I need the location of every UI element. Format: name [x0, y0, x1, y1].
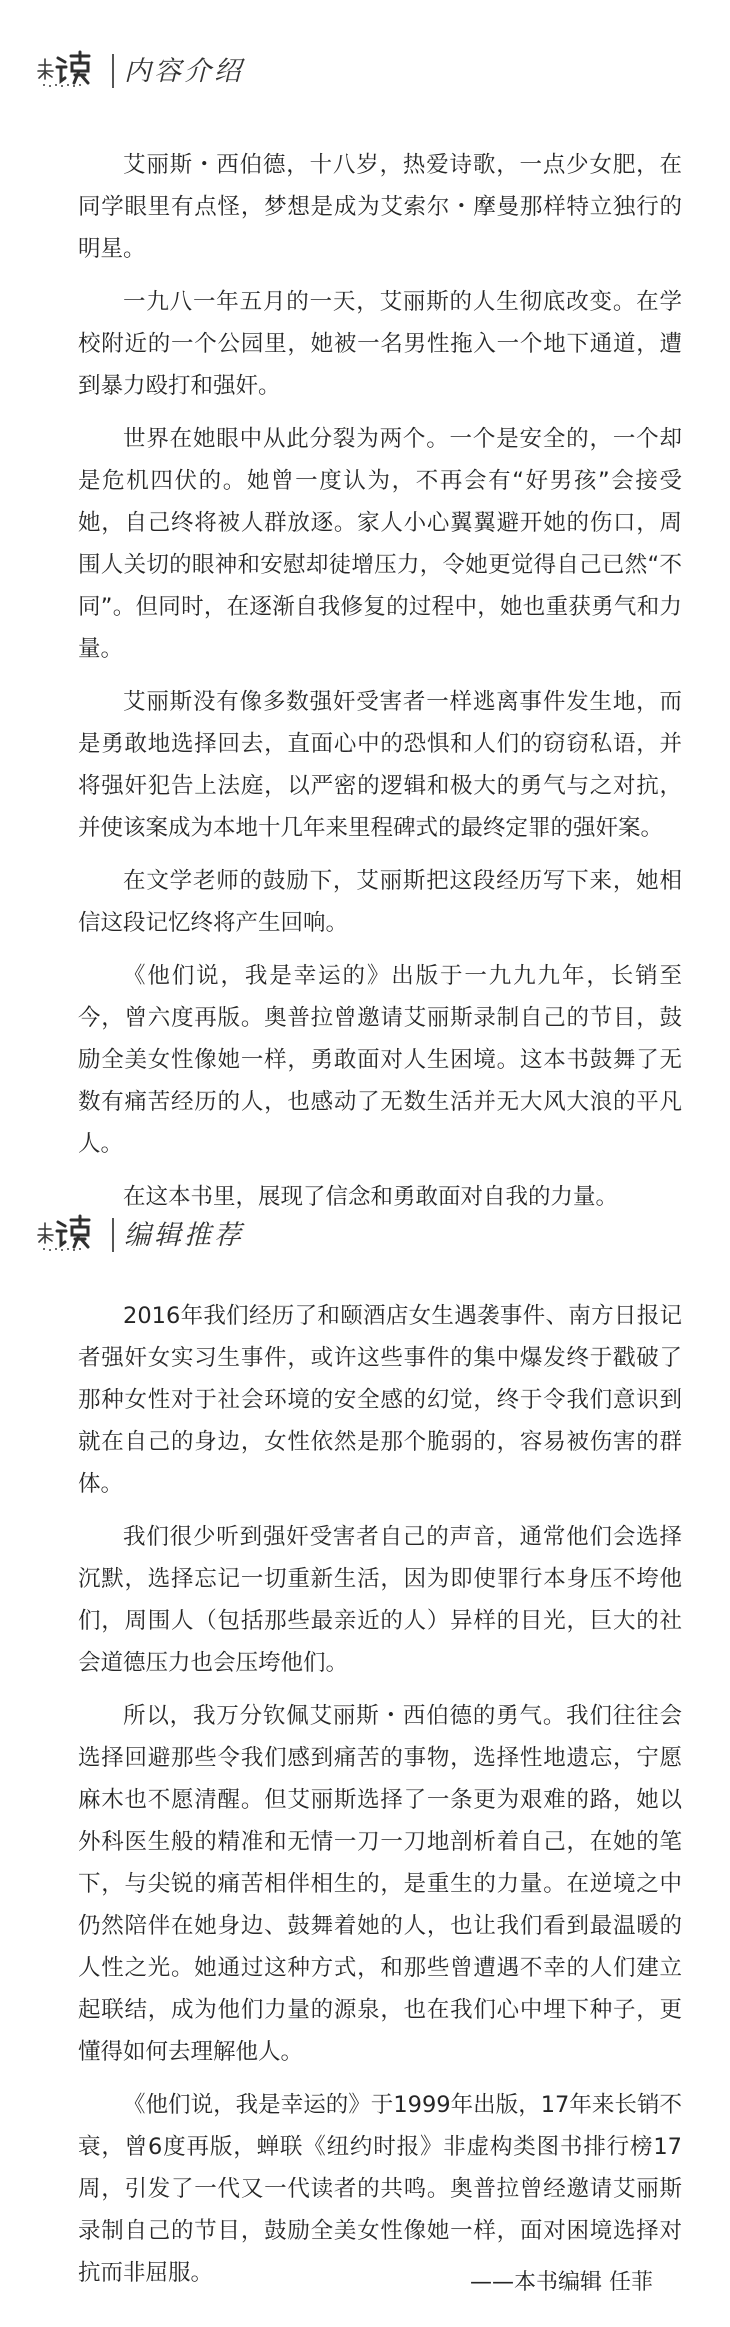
paragraph: 2016年我们经历了和颐酒店女生遇袭事件、南方日报记者强奸女实习生事件，或许这些事件的集中爆发终于戳破了那种女性对于社会环境的安全感的幻觉，终于令我们意识到就在自己的身边，女性依然是那个脆弱的，容易被伤害的群体。 — [78, 1303, 682, 1497]
intro-body — [78, 144, 682, 1229]
editor-body — [78, 1295, 682, 2305]
weidu-logo — [36, 1214, 98, 1254]
editor-signature: ——本书编辑 任菲 — [470, 2270, 653, 2295]
intro-section — [0, 48, 730, 1210]
paragraph: 所以，我万分钦佩艾丽斯・西伯德的勇气。我们往往会选择回避那些令我们感到痛苦的事物，选择性地遗忘，宁愿麻木也不愿清醒。但艾丽斯选择了一条更为艰难的路，她以外科医生般的精准和无情一刀一刀地剖析着自己，在她的笔下，与尖锐的痛苦相伴相生的，是重生的力量。在逆境之中仍然陪伴在她身边、鼓舞着她的人，也让我们看到最温暖的人性之光。她通过这种方式，和那些曾遭遇不幸的人们建立起联结，成为他们力量的源泉，也在我们心中埋下种子，更懂得如何去理解他人。 — [78, 1703, 682, 2065]
editor-header — [0, 1212, 730, 1258]
header-divider — [112, 1218, 114, 1252]
section-title: 编辑推荐 — [124, 1220, 244, 1251]
weidu-logo — [36, 50, 98, 90]
paragraph: 世界在她眼中从此分裂为两个。一个是安全的，一个却是危机四伏的。她曾一度认为，不再会有“好男孩”会接受她，自己终将被人群放逐。家人小心翼翼避开她的伤口，周围人关切的眼神和安慰却徒增压力，令她更觉得自己已然“不同”。但同时，在逐渐自我修复的过程中，她也重获勇气和力量。 — [78, 426, 682, 662]
editor-section — [0, 1212, 730, 2295]
paragraph: 一九八一年五月的一天，艾丽斯的人生彻底改变。在学校附近的一个公园里，她被一名男性拖入一个地下通道，遭到暴力殴打和强奸。 — [78, 289, 682, 399]
section-title: 内容介绍 — [124, 56, 244, 87]
paragraph: 《他们说，我是幸运的》出版于一九九九年，长销至今，曾六度再版。奥普拉曾邀请艾丽斯录制自己的节目，鼓励全美女性像她一样，勇敢面对人生困境。这本书鼓舞了无数有痛苦经历的人，也感动了无数生活并无大风大浪的平凡人。 — [78, 963, 682, 1157]
intro-header — [0, 48, 730, 94]
paragraph: 在文学老师的鼓励下，艾丽斯把这段经历写下来，她相信这段记忆终将产生回响。 — [78, 868, 682, 936]
paragraph: 艾丽斯・西伯德，十八岁，热爱诗歌，一点少女肥，在同学眼里有点怪，梦想是成为艾索尔・摩曼那样特立独行的明星。 — [78, 152, 682, 262]
paragraph: 我们很少听到强奸受害者自己的声音，通常他们会选择沉默，选择忘记一切重新生活，因为即使罪行本身压不垮他们，周围人（包括那些最亲近的人）异样的目光，巨大的社会道德压力也会压垮他们。 — [78, 1524, 682, 1676]
paragraph: 艾丽斯没有像多数强奸受害者一样逃离事件发生地，而是勇敢地选择回去，直面心中的恐惧和人们的窃窃私语，并将强奸犯告上法庭，以严密的逻辑和极大的勇气与之对抗，并使该案成为本地十几年来里程碑式的最终定罪的强奸案。 — [78, 689, 682, 841]
paragraph: 在这本书里，展现了信念和勇敢面对自我的力量。 — [123, 1184, 619, 1210]
header-divider — [112, 54, 114, 88]
paragraph: 《他们说，我是幸运的》于1999年出版，17年来长销不衰，曾6度再版，蝉联《纽约时报》非虚构类图书排行榜17周，引发了一代又一代读者的共鸣。奥普拉曾经邀请艾丽斯录制自己的节目，鼓励全美女性像她一样，面对困境选择对抗而非屈服。 — [78, 2092, 682, 2286]
